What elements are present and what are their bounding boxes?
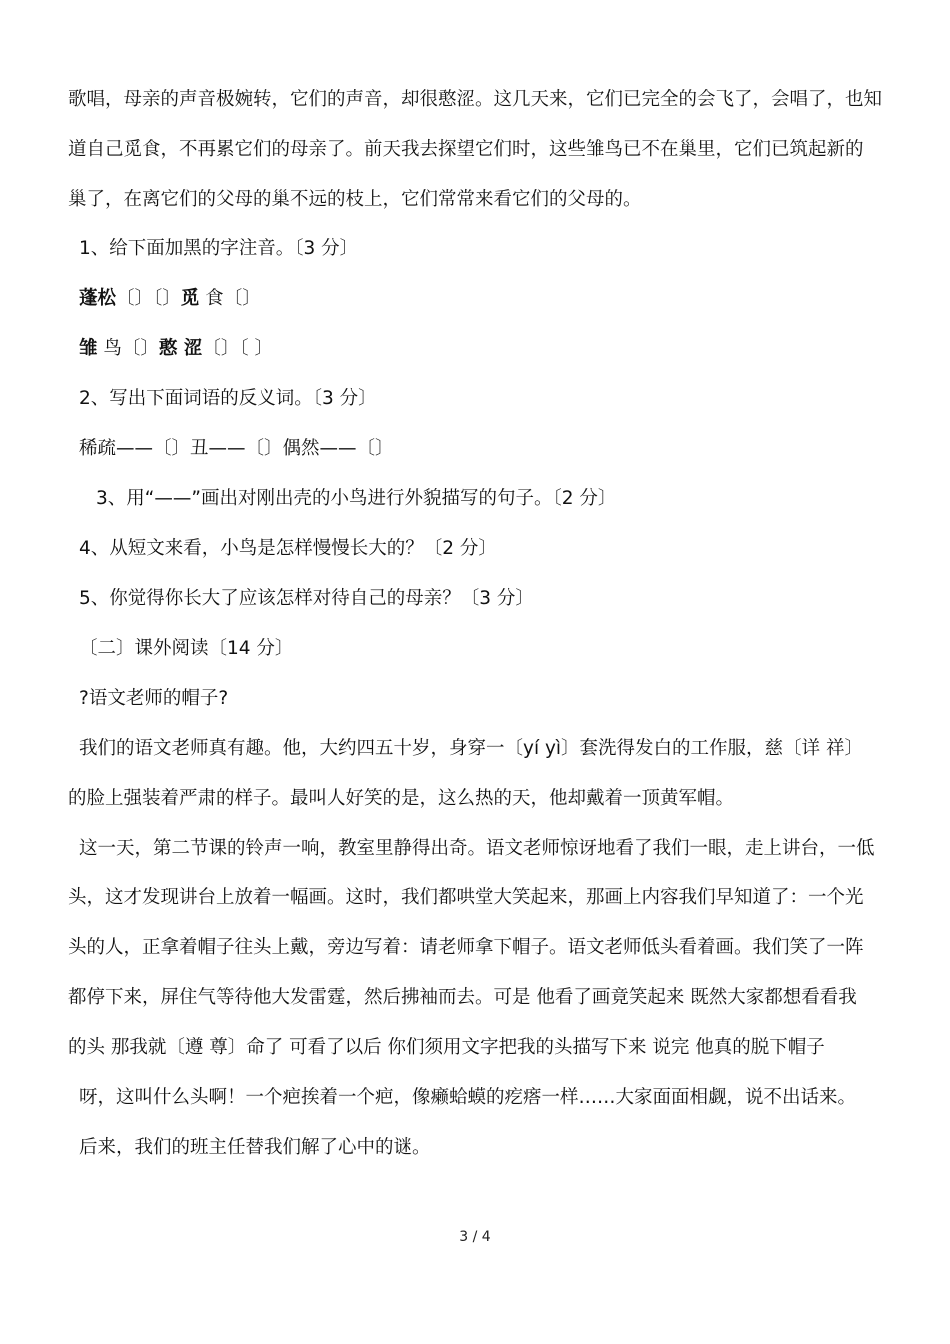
story1-paragraph-line: 巢了，在离它们的父母的巢不远的枝上，它们常常来看它们的父母的。 xyxy=(68,189,642,210)
story2-paragraph-line: 头的人，正拿着帽子往头上戴，旁边写着：请老师拿下帽子。语文老师低头看着画。我们笑了一阵 xyxy=(68,937,864,958)
plain-word: 食 xyxy=(199,288,224,309)
question-3-title: 3、用“——”画出对刚出壳的小鸟进行外貌描写的句子。〔2 分〕 xyxy=(96,488,617,509)
story2-paragraph-line: 后来，我们的班主任替我们解了心中的谜。 xyxy=(79,1137,431,1158)
question-2-items: 稀疏——〔〕丑——〔〕偶然——〔〕 xyxy=(79,438,394,459)
question-2-title: 2、写出下面词语的反义词。〔3 分〕 xyxy=(79,388,377,409)
question-5-title: 5、你觉得你长大了应该怎样对待自己的母亲？〔3 分〕 xyxy=(79,588,534,609)
question-1-row-1 xyxy=(79,285,261,313)
story1-paragraph-line: 道自己觅食，不再累它们的母亲了。前天我去探望它们时，这些雏鸟已不在巢里，它们已筑起新的 xyxy=(68,139,864,160)
plain-word: 鸟 xyxy=(97,338,122,359)
reading-title: ?语文老师的帽子? xyxy=(79,688,229,709)
story2-paragraph-line: 我们的语文老师真有趣。他，大约四五十岁，身穿一〔yí yì〕套洗得发白的工作服，慈〔详 祥〕 xyxy=(79,738,863,759)
story2-paragraph-line: 这一天，第二节课的铃声一响，教室里静得出奇。语文老师惊讶地看了我们一眼，走上讲台，一低 xyxy=(79,838,875,859)
question-1-row-2 xyxy=(79,335,273,363)
question-1-title: 1、给下面加黑的字注音。〔3 分〕 xyxy=(79,238,359,259)
story2-paragraph-line: 都停下来，屏住气等待他大发雷霆，然后拂袖而去。可是 他看了画竟笑起来 既然大家都想看看我 xyxy=(68,987,857,1008)
question-4-title: 4、从短文来看，小鸟是怎样慢慢长大的？〔2 分〕 xyxy=(79,538,497,559)
story2-paragraph-line: 呀，这叫什么头啊！一个疤挨着一个疤，像癞蛤蟆的疙瘩一样……大家面面相觑，说不出话来。 xyxy=(79,1087,857,1108)
bold-word: 憨 涩 xyxy=(158,338,203,359)
bold-word: 雏 xyxy=(79,338,98,359)
page-number: 3 / 4 xyxy=(459,1229,491,1245)
story2-paragraph-line: 头，这才发现讲台上放着一幅画。这时，我们都哄堂大笑起来，那画上内容我们早知道了：一个光 xyxy=(68,887,864,908)
answer-brackets: 〔〕 xyxy=(223,288,261,309)
bold-word: 觅 xyxy=(180,288,200,309)
answer-brackets: 〔〕〔〕 xyxy=(116,288,181,309)
answer-brackets: 〔〕 xyxy=(121,338,159,359)
story2-paragraph-line: 的脸上强装着严肃的样子。最叫人好笑的是，这么热的天，他却戴着一顶黄军帽。 xyxy=(68,788,735,809)
story1-paragraph-line: 歌唱，母亲的声音极婉转，它们的声音，却很憨涩。这几天来，它们已完全的会飞了，会唱了，也知 xyxy=(68,89,883,110)
section-2-heading: 〔二〕课外阅读〔14 分〕 xyxy=(79,638,294,659)
answer-brackets: 〔〕〔 〕 xyxy=(202,338,274,359)
story2-paragraph-line: 的头 那我就〔遵 尊〕命了 可看了以后 你们须用文字把我的头描写下来 说完 他真的脱下帽子 xyxy=(68,1037,825,1058)
bold-word: 蓬松 xyxy=(79,288,117,309)
